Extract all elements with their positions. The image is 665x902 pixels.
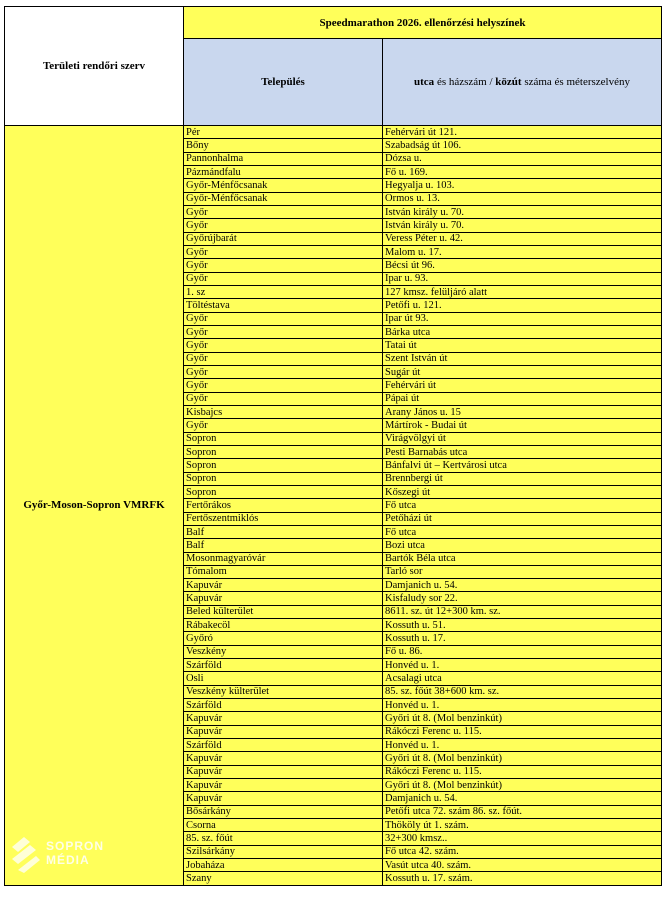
city-cell: Győr [184,312,383,325]
city-cell: 1. sz [184,285,383,298]
address-cell: Bárka utca [383,325,662,338]
address-cell: Virágvölgyi út [383,432,662,445]
city-cell: Győr-Ménfőcsanak [184,192,383,205]
address-cell: Szabadság út 106. [383,139,662,152]
address-cell: Brennbergi út [383,472,662,485]
address-cell: Honvéd u. 1. [383,699,662,712]
city-cell: Szany [184,872,383,885]
city-cell: Kapuvár [184,712,383,725]
city-cell: Jobaháza [184,859,383,872]
city-cell: Szárföld [184,659,383,672]
address-cell: Tarló sor [383,565,662,578]
address-cell: Ipar út 93. [383,312,662,325]
address-cell: Ipar u. 93. [383,272,662,285]
city-cell: Győr [184,259,383,272]
city-cell: Osli [184,672,383,685]
city-cell: Fertőrákos [184,499,383,512]
city-cell: Győró [184,632,383,645]
address-cell: Fehérvári út [383,379,662,392]
address-cell: Fő utca 42. szám. [383,845,662,858]
city-cell: Sopron [184,485,383,498]
city-cell: Győr [184,392,383,405]
city-cell: Pázmándfalu [184,165,383,178]
address-cell: Kisfaludy sor 22. [383,592,662,605]
address-cell: Ormos u. 13. [383,192,662,205]
city-cell: Győr [184,365,383,378]
city-cell: Pannonhalma [184,152,383,165]
address-cell: Győri út 8. (Mol benzinkút) [383,752,662,765]
address-cell: Kőszegi út [383,485,662,498]
address-cell: Győri út 8. (Mol benzinkút) [383,779,662,792]
address-cell: István király u. 70. [383,219,662,232]
address-cell: Pesti Barnabás utca [383,445,662,458]
watermark-line1: SOPRON [46,839,105,853]
address-cell: Hegyalja u. 103. [383,179,662,192]
address-cell: Damjanich u. 54. [383,579,662,592]
address-cell: Malom u. 17. [383,245,662,258]
address-cell: Arany János u. 15 [383,405,662,418]
address-cell: Kossuth u. 17. szám. [383,872,662,885]
address-cell: Fő u. 86. [383,645,662,658]
sopron-media-watermark [10,833,120,873]
city-cell: Győr [184,352,383,365]
address-cell: 8611. sz. út 12+300 km. sz. [383,605,662,618]
city-cell: Kapuvár [184,765,383,778]
city-cell: Kapuvár [184,752,383,765]
table-title: Speedmarathon 2026. ellenőrzési helyszínek [184,7,662,39]
address-cell: Fő utca [383,499,662,512]
city-cell: Pér [184,126,383,139]
city-cell: Győrújbarát [184,232,383,245]
address-cell: Petőfi u. 121. [383,299,662,312]
city-cell: Kapuvár [184,792,383,805]
city-cell: Fertőszentmiklós [184,512,383,525]
city-cell: Bőny [184,139,383,152]
address-cell: 32+300 kmsz.. [383,832,662,845]
city-cell: Győr-Ménfőcsanak [184,179,383,192]
city-cell: Sopron [184,445,383,458]
address-cell: Mártírok - Budai út [383,419,662,432]
address-cell: Thököly út 1. szám. [383,819,662,832]
address-cell: Fő utca [383,525,662,538]
city-cell: Sopron [184,472,383,485]
city-cell: Győr [184,219,383,232]
address-cell: Bánfalvi út – Kertvárosi utca [383,459,662,472]
city-cell: Győr [184,272,383,285]
address-cell: 85. sz. főút 38+600 km. sz. [383,685,662,698]
address-cell: Fő u. 169. [383,165,662,178]
address-cell: Bartók Béla utca [383,552,662,565]
city-cell: Balf [184,525,383,538]
address-cell: Veress Péter u. 42. [383,232,662,245]
city-cell: Kapuvár [184,779,383,792]
city-cell: Veszkény [184,645,383,658]
address-cell: Tatai út [383,339,662,352]
city-cell: Győr [184,245,383,258]
address-column-header: utca és házszám / közút száma és méterszelvény [383,39,662,126]
address-cell: Acsalagi utca [383,672,662,685]
city-cell: Töltéstava [184,299,383,312]
address-cell: Győri út 8. (Mol benzinkút) [383,712,662,725]
city-column-header: Település [184,39,383,126]
city-cell: Kapuvár [184,592,383,605]
speedmarathon-table [4,6,662,886]
city-cell: Szárföld [184,739,383,752]
city-cell: Bősárkány [184,805,383,818]
address-cell: Fehérvári út 121. [383,126,662,139]
org-header-label: Területi rendőri szerv [5,7,184,126]
city-cell: Győr [184,419,383,432]
address-cell: Damjanich u. 54. [383,792,662,805]
city-cell: Kapuvár [184,725,383,738]
city-cell: Szilsárkány [184,845,383,858]
city-cell: Veszkény külterület [184,685,383,698]
address-cell: Pápai út [383,392,662,405]
sopron-media-logo-icon [10,833,42,873]
address-cell: Bécsi út 96. [383,259,662,272]
address-cell: Vasút utca 40. szám. [383,859,662,872]
city-cell: Balf [184,539,383,552]
address-cell: Kossuth u. 51. [383,619,662,632]
address-cell: Kossuth u. 17. [383,632,662,645]
address-cell: Dózsa u. [383,152,662,165]
header-row-1 [5,7,662,39]
city-cell: Győr [184,379,383,392]
table-row [5,126,662,139]
city-cell: Szárföld [184,699,383,712]
address-cell: Petőfi utca 72. szám 86. sz. főút. [383,805,662,818]
city-cell: 85. sz. főút [184,832,383,845]
address-cell: Rákóczi Ferenc u. 115. [383,725,662,738]
address-cell: Honvéd u. 1. [383,739,662,752]
address-cell: Rákóczi Ferenc u. 115. [383,765,662,778]
city-cell: Győr [184,325,383,338]
city-cell: Beled külterület [184,605,383,618]
city-cell: Csorna [184,819,383,832]
address-cell: Sugár út [383,365,662,378]
address-cell: Szent István út [383,352,662,365]
address-cell: 127 kmsz. felüljáró alatt [383,285,662,298]
city-cell: Kisbajcs [184,405,383,418]
city-cell: Mosonmagyaróvár [184,552,383,565]
city-cell: Győr [184,205,383,218]
city-cell: Tómalom [184,565,383,578]
address-cell: Honvéd u. 1. [383,659,662,672]
address-cell: István király u. 70. [383,205,662,218]
city-cell: Győr [184,339,383,352]
org-name-cell: Győr-Moson-Sopron VMRFK [5,126,184,886]
city-cell: Sopron [184,459,383,472]
city-cell: Sopron [184,432,383,445]
city-cell: Kapuvár [184,579,383,592]
address-cell: Petőházi út [383,512,662,525]
watermark-line2: MÉDIA [46,853,90,867]
address-cell: Bozi utca [383,539,662,552]
city-cell: Rábakecöl [184,619,383,632]
